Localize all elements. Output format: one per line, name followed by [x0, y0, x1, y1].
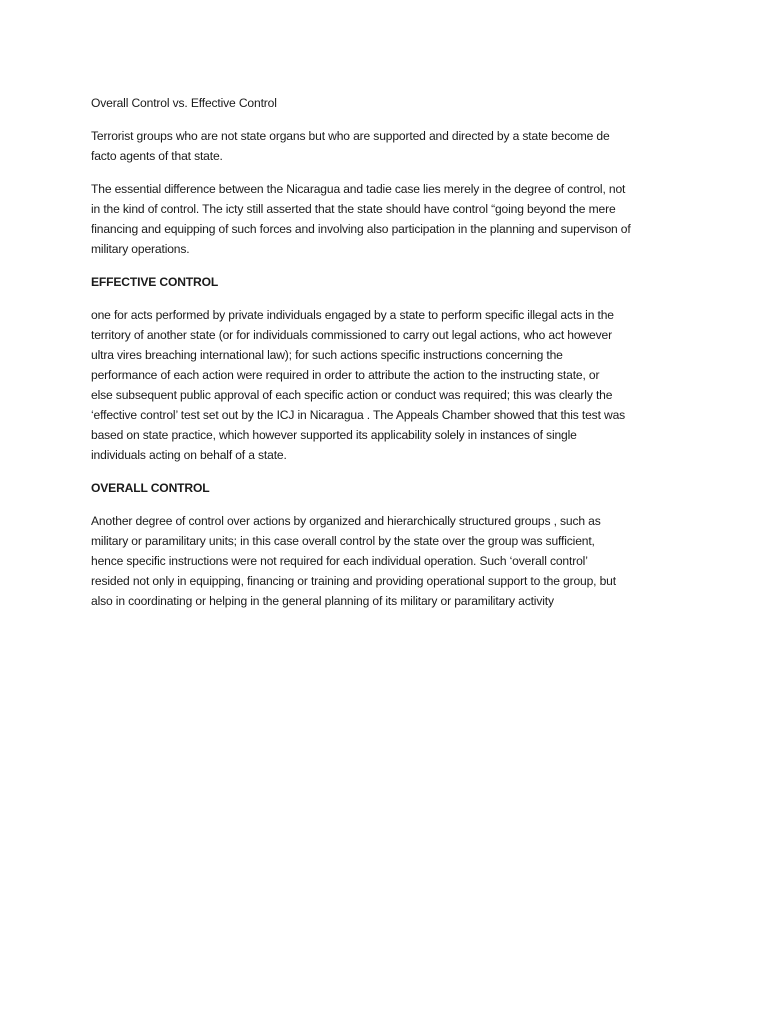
- paragraph-line: financing and equipping of such forces and involving also participation in the planning and supervison of: [91, 222, 631, 236]
- paragraph-line: resided not only in equipping, financing or training and providing operational support to the group, but: [91, 574, 616, 588]
- paragraph-essential-difference: [91, 179, 691, 259]
- paragraph-line: military operations.: [91, 242, 190, 256]
- paragraph-line: ultra vires breaching international law); for such actions specific instructions concerning the: [91, 348, 563, 362]
- paragraph-line: also in coordinating or helping in the general planning of its military or paramilitary activity: [91, 594, 554, 608]
- paragraph-line: ‘effective control’ test set out by the ICJ in Nicaragua . The Appeals Chamber showed that this test was: [91, 408, 626, 422]
- heading-text: EFFECTIVE CONTROL: [91, 275, 219, 289]
- paragraph-effective-control: [91, 305, 691, 465]
- paragraph-terrorist-groups: [91, 126, 691, 166]
- heading-text: OVERALL CONTROL: [91, 481, 210, 495]
- paragraph-line: Terrorist groups who are not state organs but who are supported and directed by a state become de: [91, 129, 610, 143]
- paragraph-line: military or paramilitary units; in this case overall control by the state over the group was sufficient,: [91, 534, 595, 548]
- paragraph-line: else subsequent public approval of each specific action or conduct was required; this was clearly the: [91, 388, 613, 402]
- paragraph-line: in the kind of control. The icty still asserted that the state should have control “going beyond the mere: [91, 202, 616, 216]
- document-body: [91, 93, 691, 624]
- paragraph-line: The essential difference between the Nicaragua and tadie case lies merely in the degree of control, not: [91, 182, 626, 196]
- paragraph-line: performance of each action were required in order to attribute the action to the instructing state, or: [91, 368, 600, 382]
- section-heading-overall-control: [91, 478, 691, 498]
- paragraph-line: territory of another state (or for individuals commissioned to carry out legal actions, who act however: [91, 328, 612, 342]
- section-heading-effective-control: [91, 272, 691, 292]
- paragraph-overall-control: [91, 511, 691, 611]
- paragraph-line: one for acts performed by private individuals engaged by a state to perform specific illegal acts in the: [91, 308, 614, 322]
- paragraph-line: individuals acting on behalf of a state.: [91, 448, 287, 462]
- title-line: Overall Control vs. Effective Control: [91, 96, 277, 110]
- paragraph-line: Another degree of control over actions by organized and hierarchically structured groups , such as: [91, 514, 601, 528]
- document-title: [91, 93, 691, 113]
- paragraph-line: based on state practice, which however supported its applicability solely in instances of single: [91, 428, 577, 442]
- paragraph-line: hence specific instructions were not required for each individual operation. Such ‘overall control’: [91, 554, 588, 568]
- paragraph-line: facto agents of that state.: [91, 149, 223, 163]
